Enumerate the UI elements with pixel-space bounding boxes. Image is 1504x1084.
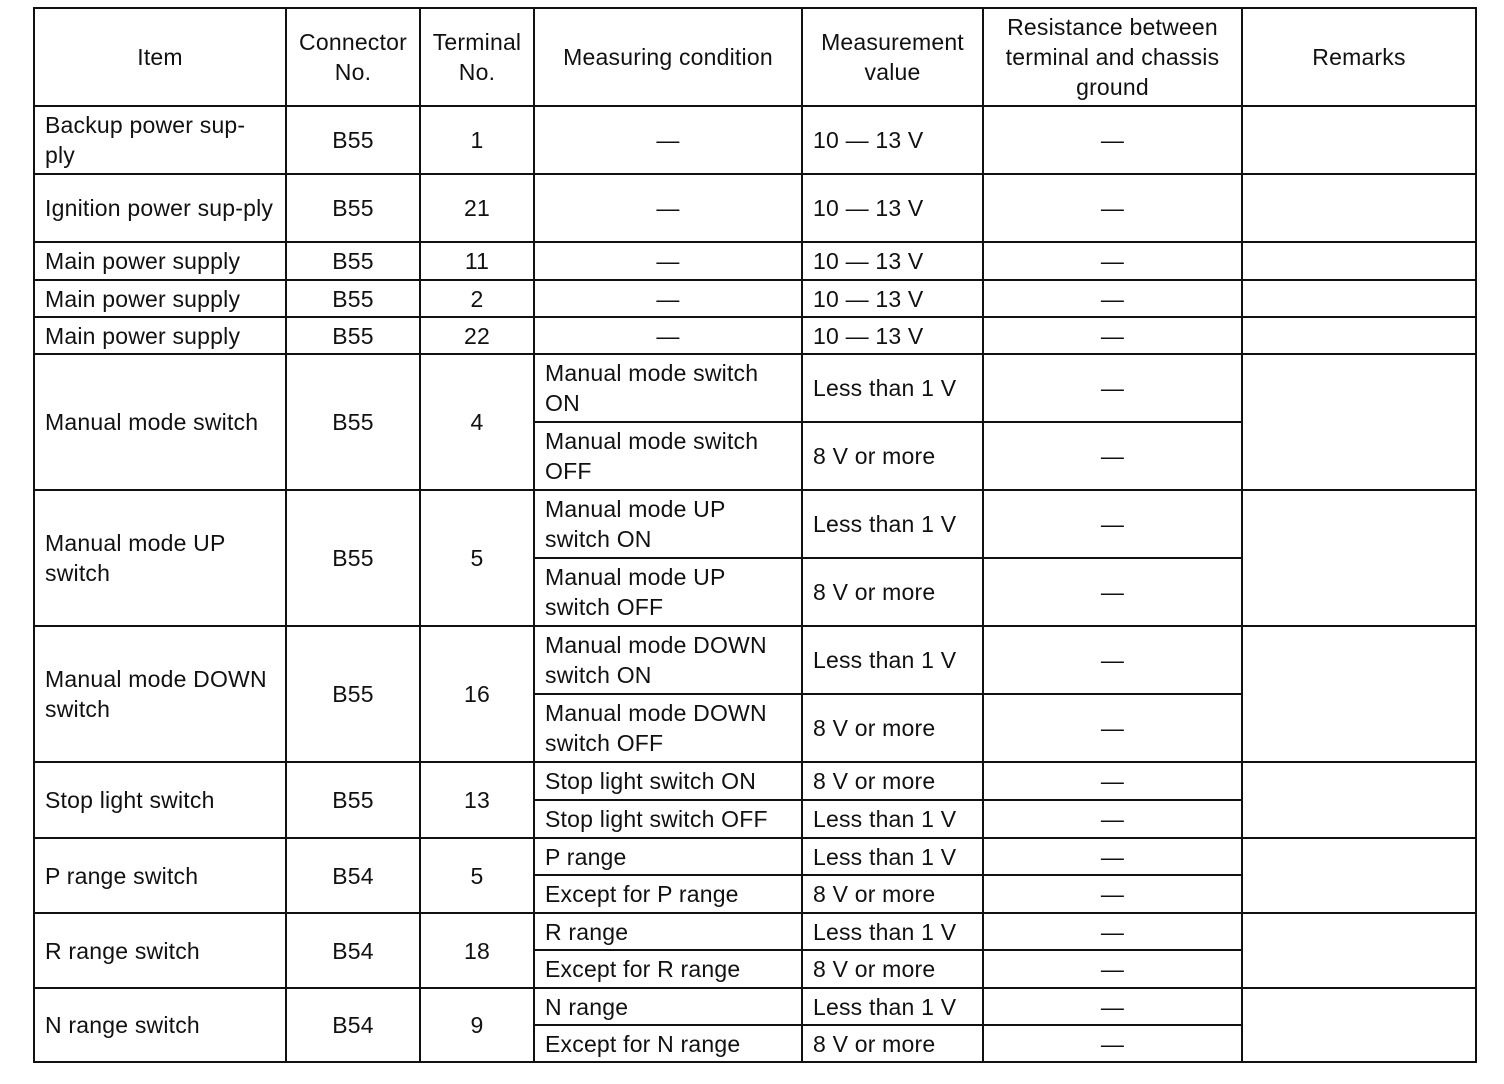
condition-cell: Manual mode UP switch ON [534,490,802,558]
table-row [34,626,1476,694]
value-cell: 10 — 13 V [802,317,983,354]
remarks-cell [1242,913,1476,988]
table-row [34,762,1476,800]
value-cell: Less than 1 V [802,913,983,950]
remarks-cell [1242,838,1476,913]
terminal-cell: 1 [420,106,534,174]
terminal-cell: 21 [420,174,534,242]
condition-cell: Manual mode switch OFF [534,422,802,490]
condition-cell: Manual mode DOWN switch ON [534,626,802,694]
value-cell: 8 V or more [802,1025,983,1062]
connector-cell: B55 [286,317,420,354]
value-cell: 8 V or more [802,950,983,988]
condition-cell: — [534,317,802,354]
item-cell: Manual mode DOWN switch [34,626,286,762]
value-cell: Less than 1 V [802,626,983,694]
item-cell: N range switch [34,988,286,1062]
condition-cell: Except for P range [534,875,802,913]
item-cell: Backup power sup-ply [34,106,286,174]
resistance-cell: — [983,558,1242,626]
terminal-cell: 11 [420,242,534,280]
resistance-cell: — [983,800,1242,838]
item-cell: Main power supply [34,280,286,317]
header-row [34,8,1476,106]
resistance-cell: — [983,838,1242,875]
condition-cell: Except for N range [534,1025,802,1062]
item-cell: Manual mode UP switch [34,490,286,626]
value-cell: 8 V or more [802,558,983,626]
table-row [34,838,1476,875]
resistance-cell: — [983,490,1242,558]
value-cell: 10 — 13 V [802,106,983,174]
resistance-cell: — [983,1025,1242,1062]
header-terminal-no: Terminal No. [420,8,534,106]
condition-cell: Manual mode DOWN switch OFF [534,694,802,762]
item-cell: Main power supply [34,317,286,354]
condition-cell: — [534,174,802,242]
value-cell: Less than 1 V [802,800,983,838]
condition-cell: Manual mode switch ON [534,354,802,422]
condition-cell: R range [534,913,802,950]
item-cell: Manual mode switch [34,354,286,490]
remarks-cell [1242,317,1476,354]
resistance-cell: — [983,174,1242,242]
table-row [34,106,1476,174]
resistance-cell: — [983,626,1242,694]
remarks-cell [1242,106,1476,174]
value-cell: 8 V or more [802,694,983,762]
connector-cell: B54 [286,838,420,913]
condition-cell: Manual mode UP switch OFF [534,558,802,626]
table-row [34,490,1476,558]
remarks-cell [1242,354,1476,490]
resistance-cell: — [983,242,1242,280]
connector-cell: B55 [286,280,420,317]
terminal-cell: 2 [420,280,534,317]
header-item: Item [34,8,286,106]
connector-cell: B55 [286,490,420,626]
remarks-cell [1242,762,1476,838]
connector-cell: B54 [286,913,420,988]
resistance-cell: — [983,950,1242,988]
remarks-cell [1242,242,1476,280]
resistance-cell: — [983,875,1242,913]
value-cell: 8 V or more [802,422,983,490]
condition-cell: — [534,106,802,174]
resistance-cell: — [983,762,1242,800]
item-cell: R range switch [34,913,286,988]
connector-cell: B55 [286,106,420,174]
value-cell: 8 V or more [802,762,983,800]
value-cell: Less than 1 V [802,354,983,422]
value-cell: 8 V or more [802,875,983,913]
resistance-cell: — [983,317,1242,354]
condition-cell: Except for R range [534,950,802,988]
condition-cell: N range [534,988,802,1025]
terminal-cell: 9 [420,988,534,1062]
header-measurement-value: Measurement value [802,8,983,106]
remarks-cell [1242,174,1476,242]
table-row [34,354,1476,422]
resistance-cell: — [983,354,1242,422]
table-row [34,242,1476,280]
resistance-cell: — [983,694,1242,762]
connector-cell: B55 [286,354,420,490]
terminal-cell: 16 [420,626,534,762]
terminal-cell: 5 [420,838,534,913]
condition-cell: — [534,280,802,317]
resistance-cell: — [983,988,1242,1025]
resistance-cell: — [983,280,1242,317]
value-cell: Less than 1 V [802,838,983,875]
item-cell: Stop light switch [34,762,286,838]
terminal-cell: 5 [420,490,534,626]
table-row [34,988,1476,1025]
connector-cell: B55 [286,762,420,838]
table-row [34,317,1476,354]
header-resistance: Resistance between terminal and chassis ground [983,8,1242,106]
condition-cell: Stop light switch ON [534,762,802,800]
terminal-cell: 13 [420,762,534,838]
terminal-spec-table [33,7,1477,1063]
terminal-cell: 4 [420,354,534,490]
header-remarks: Remarks [1242,8,1476,106]
remarks-cell [1242,626,1476,762]
connector-cell: B54 [286,988,420,1062]
connector-cell: B55 [286,242,420,280]
remarks-cell [1242,490,1476,626]
terminal-cell: 22 [420,317,534,354]
connector-cell: B55 [286,626,420,762]
item-cell: Main power supply [34,242,286,280]
header-measuring-condition: Measuring condition [534,8,802,106]
value-cell: Less than 1 V [802,490,983,558]
table-row [34,913,1476,950]
header-connector-no: Connector No. [286,8,420,106]
condition-cell: Stop light switch OFF [534,800,802,838]
remarks-cell [1242,280,1476,317]
value-cell: Less than 1 V [802,988,983,1025]
condition-cell: — [534,242,802,280]
resistance-cell: — [983,422,1242,490]
table-row [34,280,1476,317]
terminal-cell: 18 [420,913,534,988]
remarks-cell [1242,988,1476,1062]
condition-cell: P range [534,838,802,875]
item-cell: Ignition power sup-ply [34,174,286,242]
resistance-cell: — [983,106,1242,174]
value-cell: 10 — 13 V [802,174,983,242]
resistance-cell: — [983,913,1242,950]
table-row [34,174,1476,242]
item-cell: P range switch [34,838,286,913]
connector-cell: B55 [286,174,420,242]
value-cell: 10 — 13 V [802,280,983,317]
value-cell: 10 — 13 V [802,242,983,280]
